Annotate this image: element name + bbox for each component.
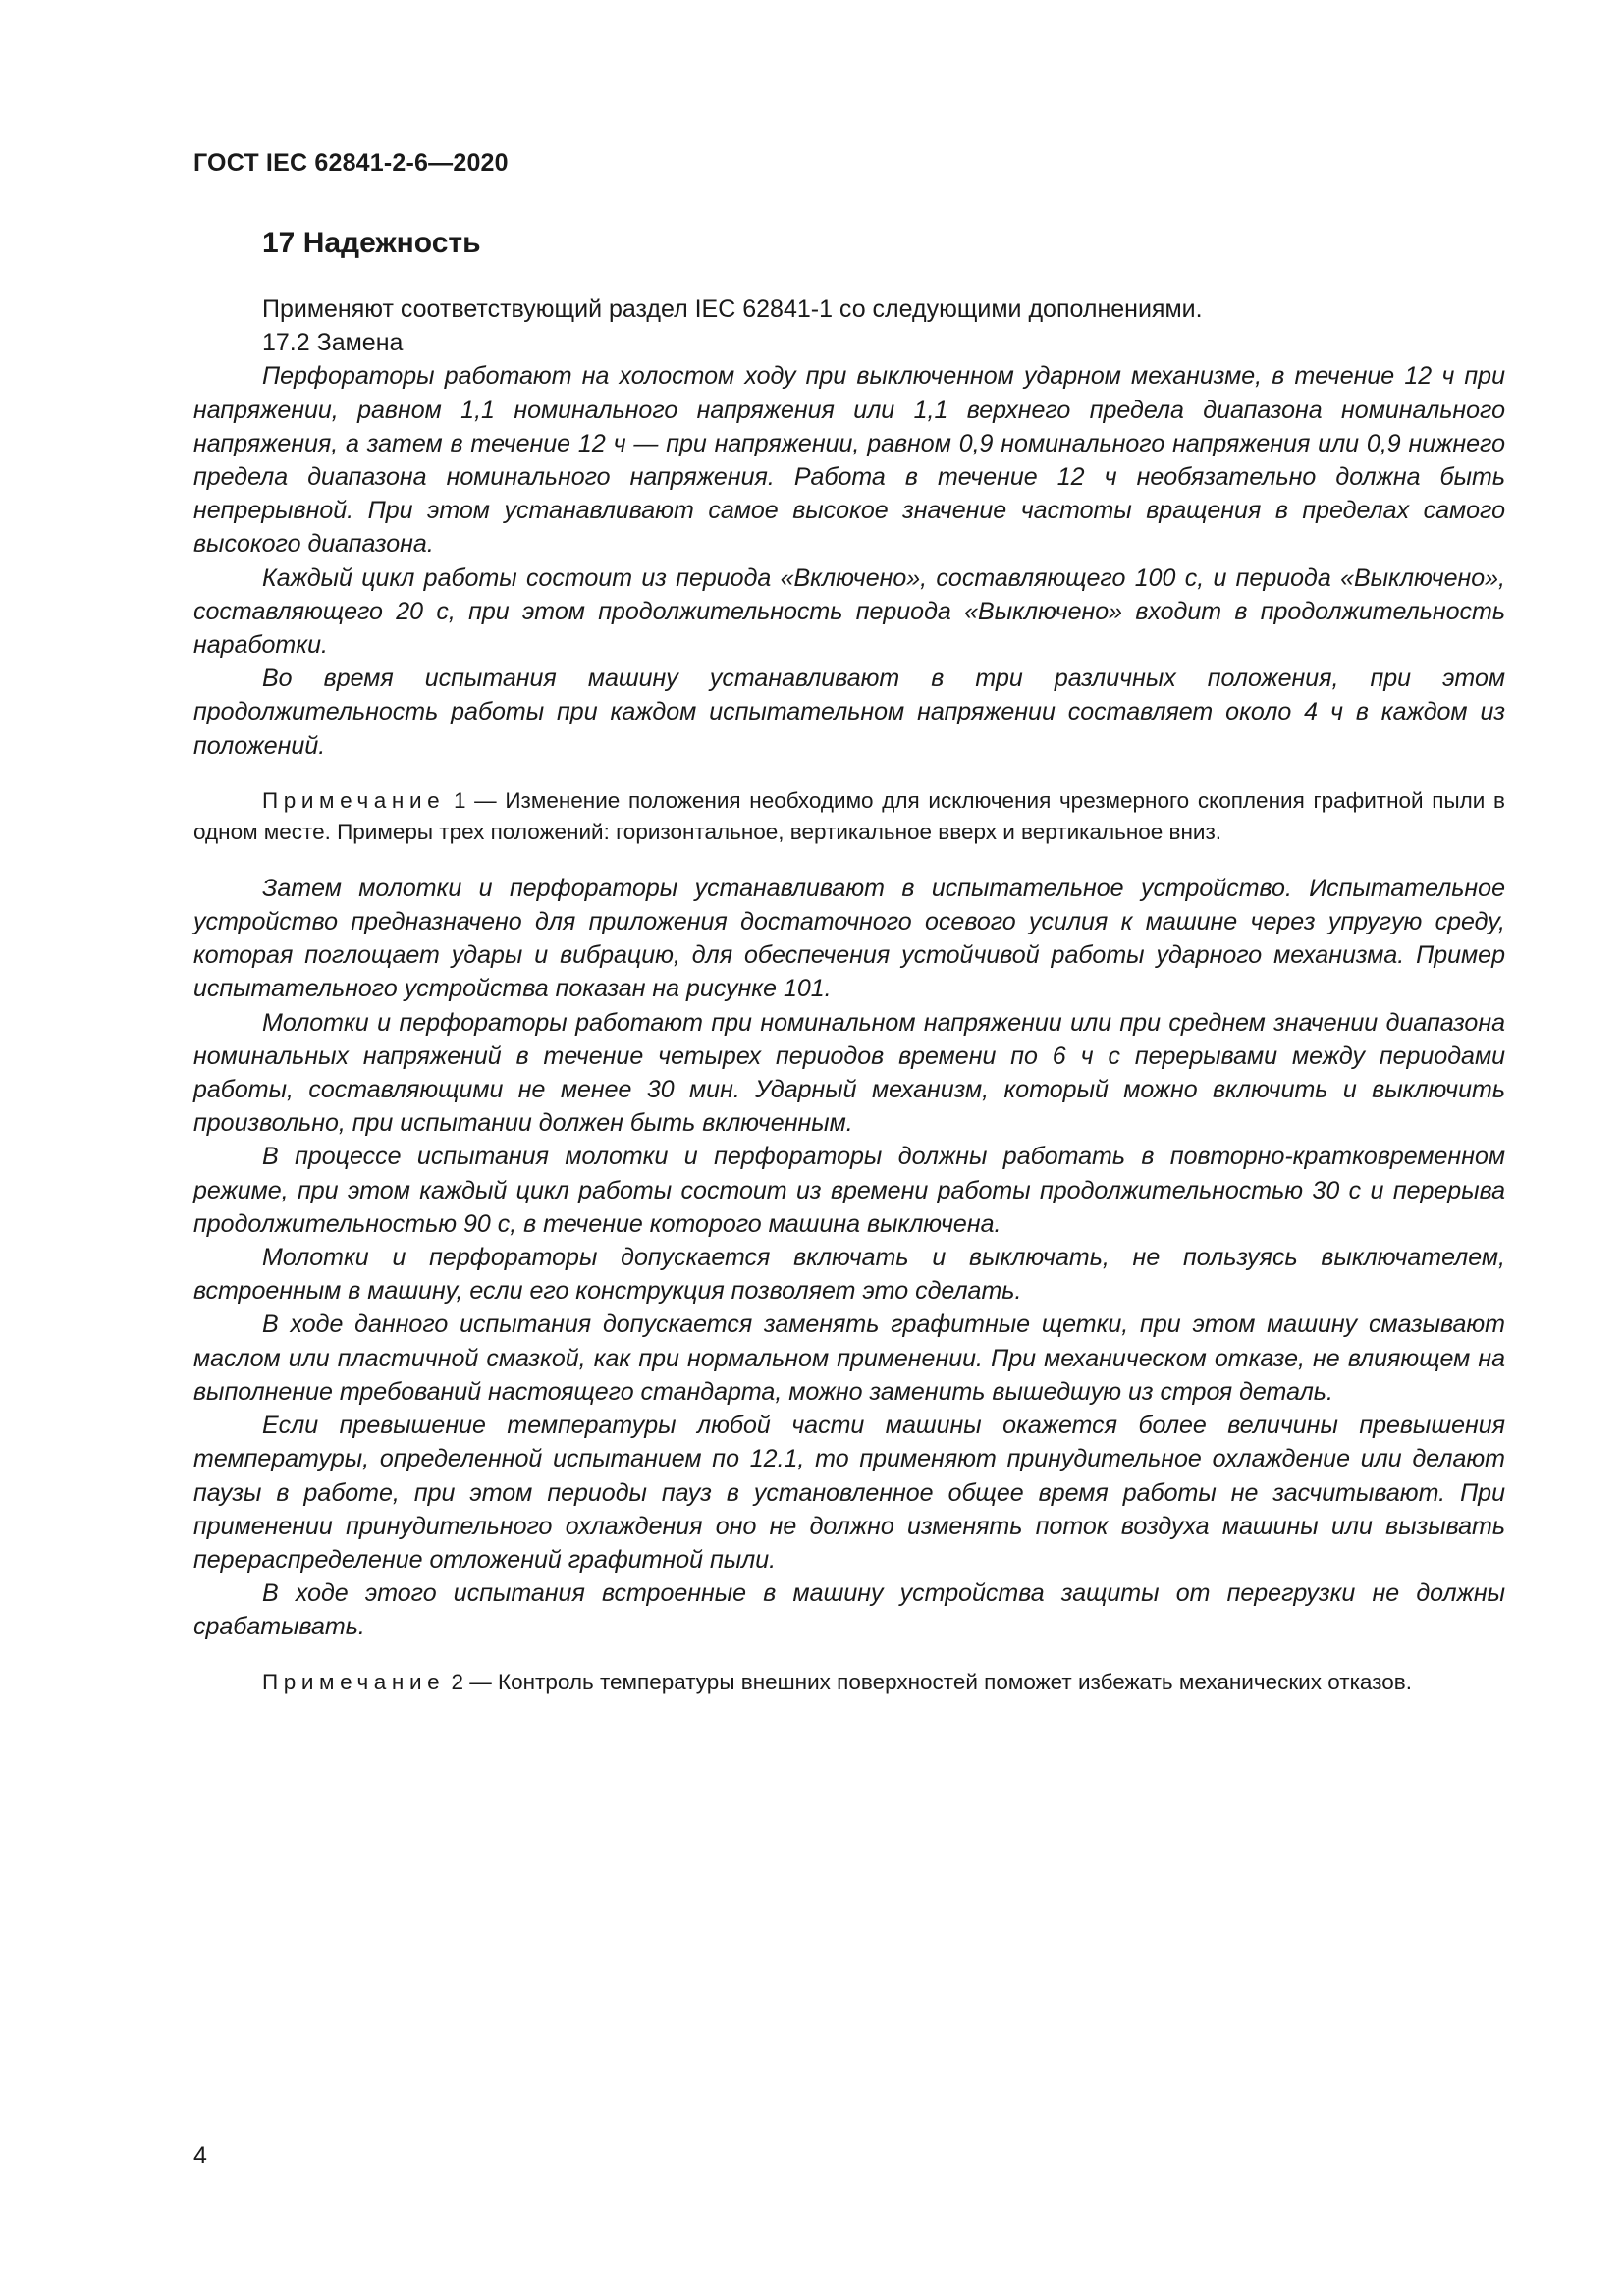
- section-title: 17 Надежность: [262, 227, 481, 259]
- body-paragraph: В процессе испытания молотки и перфораторы должны работать в повторно-кратковременном режиме, при этом каждый цикл работы состоит из времени работы продолжительностью 30 с и перерыва продолжительностью 90 с, в течение которого машина выключена.: [193, 1143, 1505, 1238]
- note-label: Примечание: [262, 1669, 446, 1694]
- body-paragraph: Каждый цикл работы состоит из периода «Включено», составляющего 100 с, и периода «Выключено», составляющего 20 с, при этом продолжительность периода «Выключено» входит в продолжительность наработки.: [193, 563, 1505, 660]
- body-paragraph: Перфораторы работают на холостом ходу при выключенном ударном механизме, в течение 12 ч при напряжении, равном 1,1 номинального напряжения или 1,1 верхнего предела диапазона номинального напряжения, а затем в течение 12 ч — при напряжении, равном 0,9 номинального напряжения или 0,9 нижнего предела диапазона номинального напряжения. Работа в течение 12 ч необязательно должна быть непрерывной. При этом устанавливают самое высокое значение частоты вращения в пределах самого высокого диапазона.: [193, 362, 1505, 559]
- intro-paragraph: Применяют соответствующий раздел IEC 62841-1 со следующими дополнениями.: [262, 295, 1203, 323]
- document-body: [193, 222, 1505, 1721]
- body-paragraph: Во время испытания машину устанавливают в три различных положения, при этом продолжительность работы при каждом испытательном напряжении составляет около 4 ч в каждом из положений.: [193, 665, 1505, 760]
- body-paragraph: Затем молотки и перфораторы устанавливают в испытательное устройство. Испытательное устройство предназначено для приложения достаточного осевого усилия к машине через упругую среду, которая поглощает удары и вибрацию, для обеспечения устойчивой работы ударного механизма. Пример испытательного устройства показан на рисунке 101.: [193, 874, 1505, 1003]
- note-text: 2 — Контроль температуры внешних поверхностей поможет избежать механических отказов.: [445, 1669, 1412, 1694]
- subclause-heading: 17.2 Замена: [262, 329, 404, 357]
- document-header-standard-id: ГОСТ IEC 62841-2-6—2020: [193, 149, 509, 177]
- page-number: 4: [193, 2142, 207, 2169]
- body-paragraph: Молотки и перфораторы допускается включать и выключать, не пользуясь выключателем, встроенным в машину, если его конструкция позволяет это сделать.: [193, 1244, 1505, 1306]
- body-paragraph: Молотки и перфораторы работают при номинальном напряжении или при среднем значении диапазона номинальных напряжений в течение четырех периодов времени по 6 ч с перерывами между периодами работы, составляющими не менее 30 мин. Ударный механизм, который можно включить и выключить произвольно, при испытании должен быть включенным.: [193, 1008, 1505, 1138]
- note-label: Примечание: [262, 787, 446, 813]
- note-text: 1 — Изменение положения необходимо для исключения чрезмерного скопления графитной пыли в одном месте. Примеры трех положений: горизонтальное, вертикальное вверх и вертикальное вниз.: [193, 787, 1505, 845]
- body-paragraph: В ходе этого испытания встроенные в машину устройства защиты от перегрузки не должны срабатывать.: [193, 1579, 1505, 1641]
- body-paragraph: В ходе данного испытания допускается заменять графитные щетки, при этом машину смазывают маслом или пластичной смазкой, как при нормальном применении. При механическом отказе, не влияющем на выполнение требований настоящего стандарта, можно заменить вышедшую из строя деталь.: [193, 1310, 1505, 1406]
- note-1: [193, 785, 1505, 849]
- body-paragraph: Если превышение температуры любой части машины окажется более величины превышения температуры, определенной испытанием по 12.1, то применяют принудительное охлаждение или делают паузы в работе, при этом периоды пауз в установленное общее время работы не засчитывают. При применении принудительного охлаждения оно не должно изменять поток воздуха машины или вызывать перераспределение отложений графитной пыли.: [193, 1412, 1505, 1574]
- note-2: [193, 1667, 1505, 1699]
